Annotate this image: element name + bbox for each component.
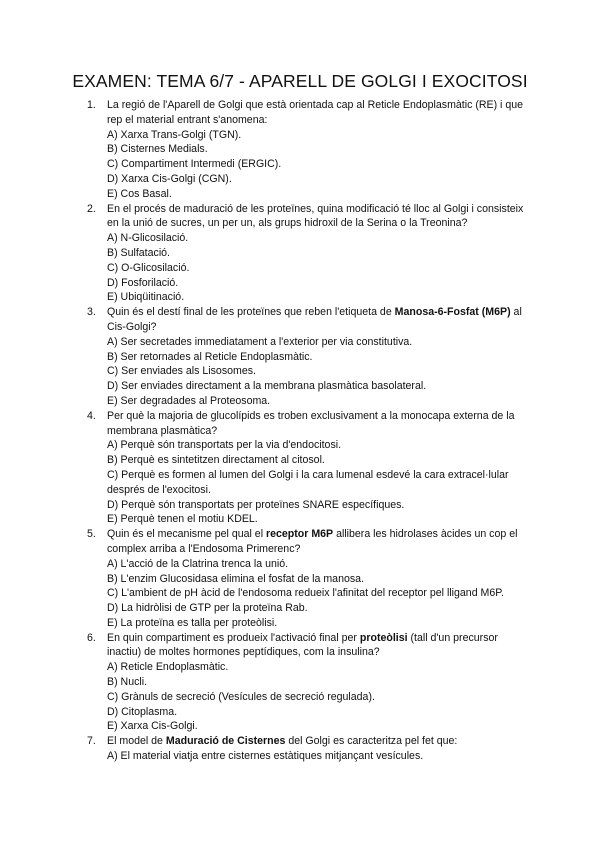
question-number: 2. — [87, 202, 96, 215]
stem-text: Quin és el mecanisme pel qual el — [107, 528, 266, 541]
question-stem — [107, 631, 527, 661]
answer-option: C) Ser enviades als Lisosomes. — [107, 365, 256, 378]
answer-option: B) Nucli. — [107, 676, 148, 689]
exam-title: EXAMEN: TEMA 6/7 - APARELL DE GOLGI I EXOCITOSI — [72, 71, 528, 91]
answer-option: D) Xarxa Cis-Golgi (CGN). — [107, 172, 232, 185]
stem-text: En quin compartiment es produeix l'activació final per — [107, 631, 360, 644]
answer-option: C) Perquè es formen al lumen del Golgi i la cara lumenal esdevé la cara extracel·lular després de l'exocitosi. — [107, 468, 509, 496]
stem-keyword: Manosa-6-Fosfat (M6P) — [394, 306, 511, 319]
question-stem — [107, 409, 527, 439]
answer-option: E) Perquè tenen el motiu KDEL. — [107, 513, 258, 526]
stem-text: La regió de l'Aparell de Golgi que està orientada cap al Reticle Endoplasmàtic (RE) i que rep el material entrant s'anomena: — [107, 99, 524, 126]
question-stem — [107, 527, 527, 557]
question-stem — [107, 305, 527, 335]
answer-option: B) L'enzim Glucosidasa elimina el fosfat de la manosa. — [107, 572, 364, 585]
answer-option: C) Grànuls de secreció (Vesícules de secreció regulada). — [107, 690, 375, 703]
question-list — [87, 98, 527, 764]
answer-option: C) O-Glicosilació. — [107, 261, 190, 274]
stem-text: Quin és el destí final de les proteïnes que reben l'etiqueta de — [107, 306, 395, 319]
question-stem — [107, 202, 527, 232]
answer-option: B) Perquè es sintetitzen directament al citosol. — [107, 454, 325, 467]
stem-text: al Cis-Golgi? — [107, 306, 522, 333]
question-number: 1. — [87, 99, 96, 111]
answer-option: A) Ser secretades immediatament a l'exterior per via constitutiva. — [107, 335, 413, 348]
stem-text: El model de — [107, 735, 166, 748]
question-number: 4. — [87, 409, 96, 422]
answer-option: B) Ser retornades al Reticle Endoplasmàtic. — [107, 350, 313, 363]
answer-option: D) Perquè són transportats per proteïnes SNARE específiques. — [107, 498, 405, 511]
answer-option: E) Ubiqüitinació. — [107, 291, 185, 304]
stem-keyword: proteòlisi — [359, 631, 408, 644]
question-item — [87, 98, 527, 202]
answer-option: A) Perquè són transportats per la via d'endocitosi. — [107, 439, 342, 452]
answer-option: B) Sulfatació. — [107, 246, 171, 259]
answer-option: D) Ser enviades directament a la membrana plasmàtica basolateral. — [107, 380, 427, 393]
question-item — [87, 527, 527, 631]
question-item — [87, 734, 527, 764]
answer-option: A) N-Glicosilació. — [107, 232, 189, 245]
question-number: 3. — [87, 306, 96, 319]
stem-text: allibera les hidrolases àcides un cop el complex arriba a l'Endosoma Primerenc? — [107, 528, 518, 555]
answer-option: E) Xarxa Cis-Golgi. — [107, 720, 198, 733]
question-number: 7. — [87, 735, 96, 748]
stem-keyword: Maduració de Cisternes — [165, 735, 286, 748]
stem-text: del Golgi es caracteritza pel fet que: — [285, 735, 458, 748]
answer-option: A) Reticle Endoplasmàtic. — [107, 661, 229, 674]
question-item — [87, 305, 527, 409]
answer-option: A) Xarxa Trans-Golgi (TGN). — [107, 128, 242, 141]
question-item — [87, 202, 527, 306]
stem-keyword: receptor M6P — [266, 528, 334, 541]
answer-option: E) Cos Basal. — [107, 187, 172, 200]
stem-text: En el procés de maduració de les proteïnes, quina modificació té lloc al Golgi i consisteix en la unió de sucres, un per un, als grups hidroxil de la Serina o la Treonina? — [107, 202, 524, 230]
question-item — [87, 631, 527, 735]
answer-option: B) Cisternes Medials. — [107, 143, 208, 156]
answer-option: E) La proteïna es talla per proteòlisi. — [107, 616, 278, 629]
stem-text: Per què la majoria de glucolípids es troben exclusivament a la monocapa externa de la membrana plasmàtica? — [107, 409, 515, 437]
answer-option: D) Fosforilació. — [107, 276, 179, 289]
answer-option: E) Ser degradades al Proteosoma. — [107, 394, 271, 407]
question-number: 5. — [87, 528, 96, 541]
question-item — [87, 409, 527, 527]
answer-option: C) Compartiment Intermedi (ERGIC). — [107, 158, 282, 171]
answer-option: A) L'acció de la Clatrina trenca la unió. — [107, 557, 289, 570]
question-stem — [107, 734, 527, 749]
question-number: 6. — [87, 631, 96, 644]
question-stem — [107, 98, 527, 128]
answer-option: D) Citoplasma. — [107, 705, 178, 718]
answer-option: D) La hidròlisi de GTP per la proteïna Rab. — [107, 602, 308, 615]
answer-option: A) El material viatja entre cisternes estàtiques mitjançant vesícules. — [107, 750, 424, 763]
answer-option: C) L'ambient de pH àcid de l'endosoma redueix l'afinitat del receptor pel lligand M6P. — [107, 587, 504, 600]
stem-text: (tall d'un precursor inactiu) de moltes hormones peptídiques, com la insulina? — [107, 631, 498, 659]
